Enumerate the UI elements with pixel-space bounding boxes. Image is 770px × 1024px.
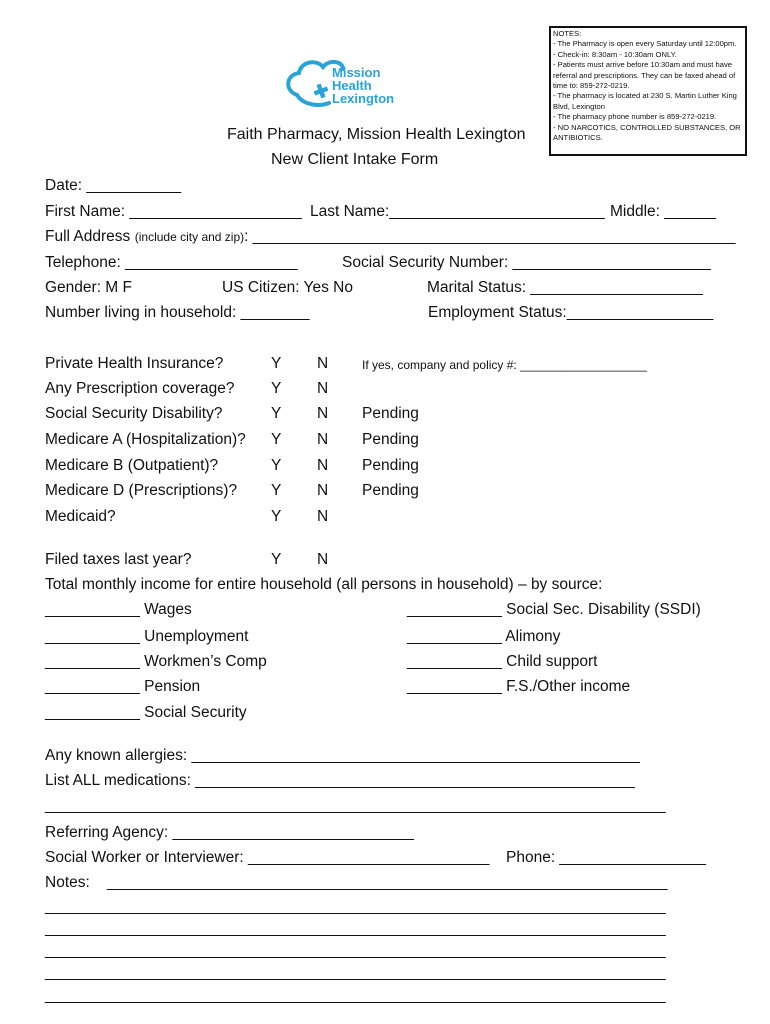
coverage-no[interactable]: N (317, 355, 329, 372)
income-workmens-comp[interactable]: ___________ Workmen’s Comp (45, 653, 267, 670)
coverage-label: Medicaid? (45, 508, 116, 525)
notes-line: - Patients must arrive before 10:30am and must have referral and prescriptions. They can be faxed ahead of time to: 859-272-0219. (553, 60, 736, 91)
first-name-field[interactable]: First Name: ____________________ (45, 203, 302, 220)
notes-label: Notes: (45, 874, 90, 891)
coverage-label: Social Security Disability? (45, 405, 223, 422)
notes-line: - Check-in: 8:30am - 10:30am ONLY. (553, 49, 677, 59)
last-name-field[interactable]: Last Name:_________________________ (310, 203, 605, 220)
coverage-yes[interactable]: Y (271, 380, 282, 397)
phone-field[interactable]: Phone: _________________ (506, 849, 706, 866)
coverage-no[interactable]: N (317, 431, 329, 448)
us-citizen-field[interactable]: US Citizen: Yes No (222, 279, 353, 296)
coverage-yes[interactable]: Y (271, 405, 282, 422)
insurance-policy-field[interactable]: If yes, company and policy #: ___________________ (362, 358, 647, 372)
coverage-label: Private Health Insurance? (45, 355, 224, 372)
income-other[interactable]: ___________ F.S./Other income (407, 678, 631, 695)
notes-extra-line[interactable]: ________________________________________________________________________ (45, 987, 666, 1004)
form-title-line2: New Client Intake Form (271, 151, 439, 168)
household-count-field[interactable]: Number living in household: ________ (45, 304, 310, 321)
coverage-label: Medicare B (Outpatient)? (45, 457, 219, 474)
marital-status-field[interactable]: Marital Status: ____________________ (427, 279, 703, 296)
notes-box (549, 26, 747, 156)
coverage-yes[interactable]: Y (271, 355, 282, 372)
coverage-yes[interactable]: Y (271, 431, 282, 448)
coverage-pending[interactable]: Pending (362, 457, 419, 474)
income-alimony[interactable]: ___________ Alimony (407, 628, 561, 645)
coverage-yes[interactable]: Y (271, 508, 282, 525)
coverage-no[interactable]: N (317, 405, 329, 422)
coverage-label: Medicare A (Hospitalization)? (45, 431, 246, 448)
coverage-pending[interactable]: Pending (362, 405, 419, 422)
full-address-field[interactable] (45, 228, 736, 246)
cross-icon (312, 82, 330, 100)
income-wages[interactable]: ___________ Wages (45, 601, 192, 618)
full-address-line[interactable]: : ________________________________________________________ (244, 228, 736, 245)
notes-extra-line[interactable]: ________________________________________________________________________ (45, 898, 666, 915)
date-field[interactable]: Date: ___________ (45, 177, 182, 194)
notes-line[interactable]: _________________________________________________________________ (107, 874, 668, 891)
coverage-yes[interactable]: Y (271, 457, 282, 474)
medications-field[interactable]: List ALL medications: ___________________________________________________ (45, 772, 635, 789)
notes-header: NOTES: (553, 29, 582, 38)
notes-line: - The pharmacy is located at 230 S. Martin Luther King Blvd, Lexington (553, 91, 737, 111)
notes-extra-line[interactable]: ________________________________________________________________________ (45, 920, 666, 937)
employment-status-field[interactable]: Employment Status:_________________ (428, 304, 714, 321)
medications-extra-line[interactable]: ________________________________________________________________________ (45, 797, 666, 814)
income-total-label: Total monthly income for entire household (all persons in household) – by source: (45, 576, 603, 593)
income-ssdi[interactable]: ___________ Social Sec. Disability (SSDI) (407, 601, 701, 618)
taxes-no[interactable]: N (317, 551, 329, 568)
ssn-field[interactable]: Social Security Number: _______________________ (342, 254, 711, 271)
coverage-no[interactable]: N (317, 380, 329, 397)
referring-agency-field[interactable]: Referring Agency: ____________________________ (45, 824, 414, 841)
coverage-pending[interactable]: Pending (362, 482, 419, 499)
income-pension[interactable]: ___________ Pension (45, 678, 201, 695)
full-address-hint: (include city and zip) (134, 230, 245, 244)
telephone-field[interactable]: Telephone: ____________________ (45, 254, 298, 271)
notes-line: - NO NARCOTICS, CONTROLLED SUBSTANCES, OR ANTIBIOTICS. (553, 122, 741, 143)
social-worker-field[interactable]: Social Worker or Interviewer: ____________________________ (45, 849, 490, 866)
coverage-no[interactable]: N (317, 482, 329, 499)
income-social-security[interactable]: ___________ Social Security (45, 704, 247, 721)
coverage-no[interactable]: N (317, 508, 329, 525)
coverage-pending[interactable]: Pending (362, 431, 419, 448)
coverage-yes[interactable]: Y (271, 482, 282, 499)
taxes-label: Filed taxes last year? (45, 551, 192, 568)
form-title-line1: Faith Pharmacy, Mission Health Lexington (227, 126, 526, 143)
coverage-label: Medicare D (Prescriptions)? (45, 482, 238, 499)
coverage-label: Any Prescription coverage? (45, 380, 235, 397)
notes-line: - The pharmacy phone number is 859-272-0219. (553, 112, 717, 122)
notes-line: - The Pharmacy is open every Saturday until 12:00pm. (553, 39, 737, 49)
coverage-no[interactable]: N (317, 457, 329, 474)
logo-text: Mission Health Lexington (332, 65, 395, 106)
gender-field[interactable]: Gender: M F (45, 279, 132, 296)
taxes-yes[interactable]: Y (271, 551, 282, 568)
notes-extra-line[interactable]: ________________________________________________________________________ (45, 942, 666, 959)
middle-name-field[interactable]: Middle: ______ (610, 203, 716, 220)
income-unemployment[interactable]: ___________ Unemployment (45, 628, 249, 645)
allergies-field[interactable]: Any known allergies: ____________________________________________________ (45, 747, 640, 764)
full-address-label: Full Address (45, 228, 131, 245)
income-child-support[interactable]: ___________ Child support (407, 653, 598, 670)
notes-extra-line[interactable]: ________________________________________________________________________ (45, 964, 666, 981)
